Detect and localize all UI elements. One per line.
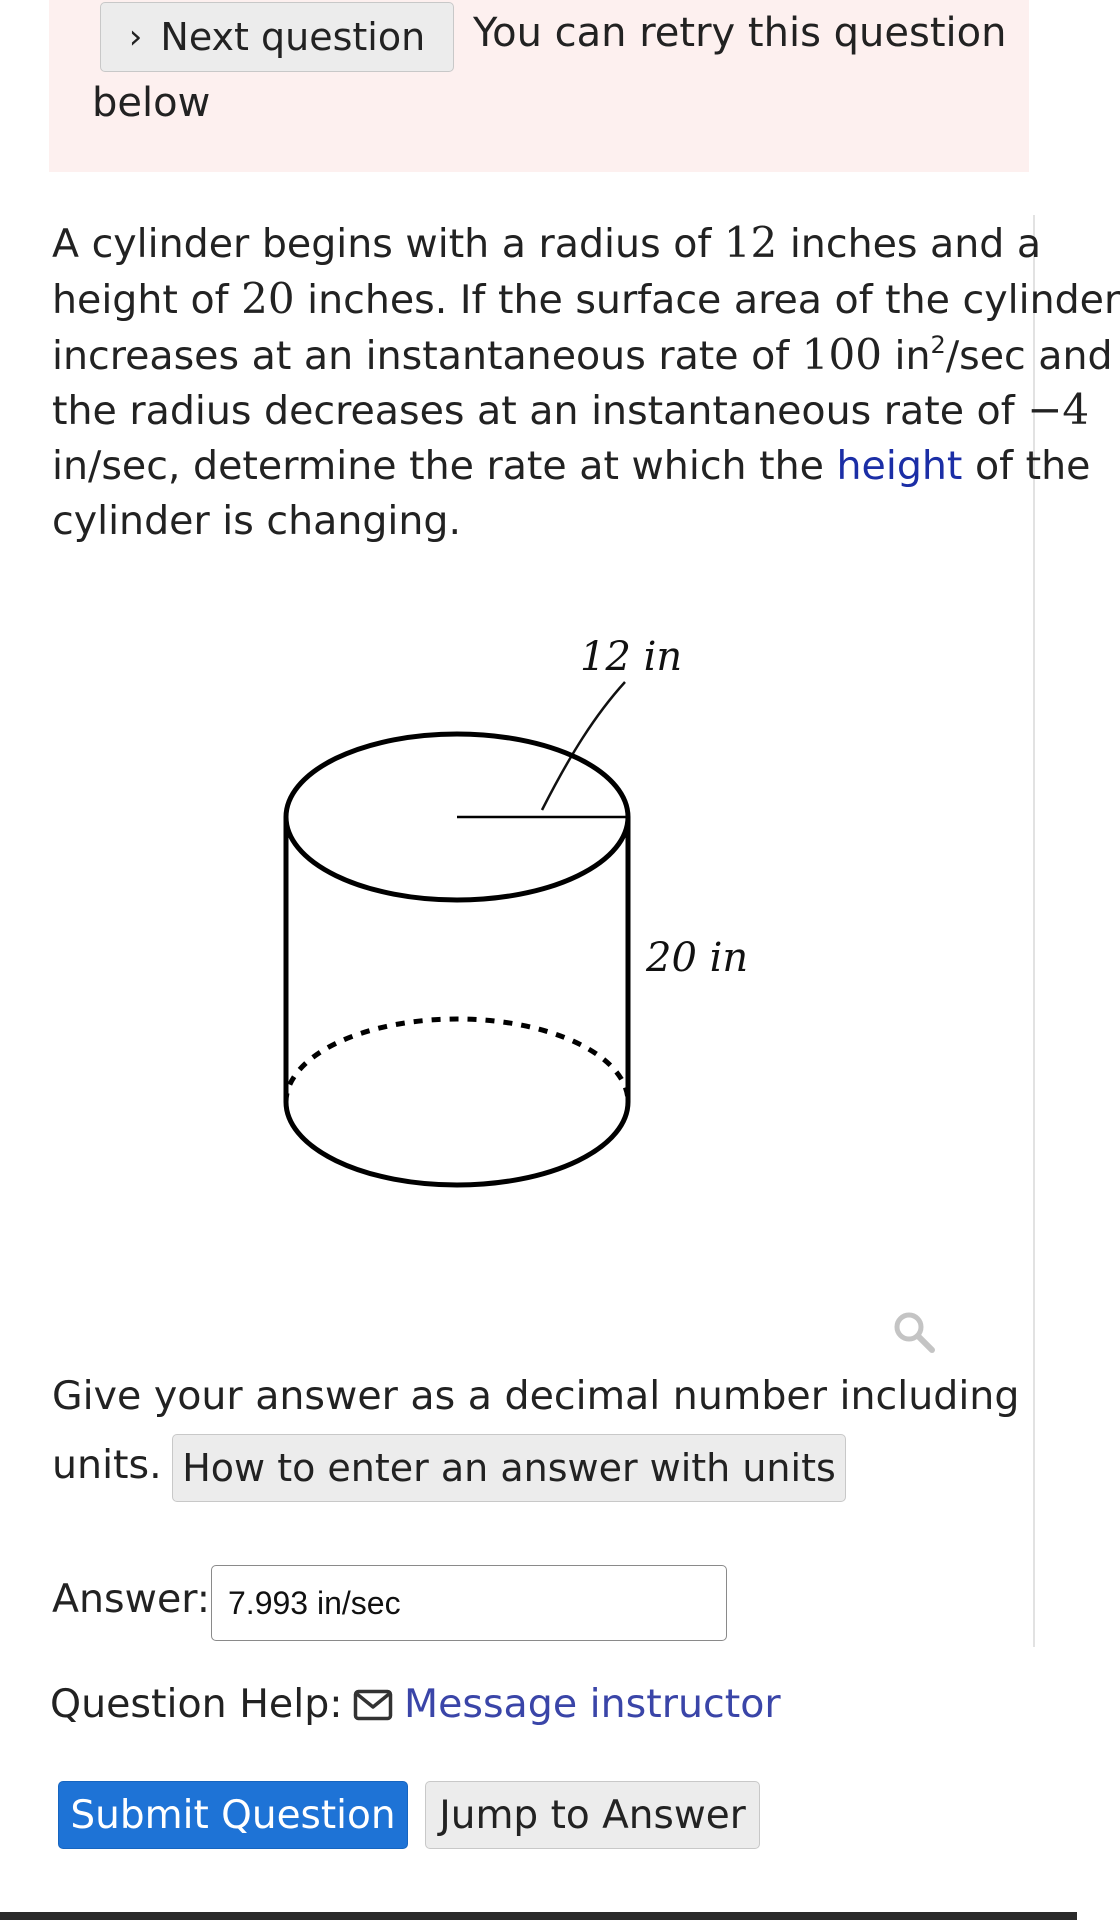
problem-text: increases at an instantaneous rate of xyxy=(52,332,802,379)
answer-input[interactable] xyxy=(211,1565,727,1641)
height-term: height xyxy=(836,443,963,490)
problem-text: cylinder is changing. xyxy=(52,497,462,544)
chevron-right-icon: › xyxy=(128,17,143,57)
problem-line-4 xyxy=(52,383,1090,439)
retry-message-continued: below xyxy=(92,80,211,126)
problem-line-3 xyxy=(52,328,1113,384)
problem-text: the radius decreases at an instantaneous rate of xyxy=(52,388,1028,435)
retry-message: You can retry this question xyxy=(473,10,1007,56)
message-instructor-link[interactable]: Message instructor xyxy=(404,1681,781,1727)
problem-line-1 xyxy=(52,216,1042,272)
radius-rate-value: −4 xyxy=(1027,385,1090,435)
bottom-bar xyxy=(0,1912,1077,1920)
problem-text: height of xyxy=(52,276,242,323)
magnify-icon[interactable] xyxy=(890,1308,940,1358)
problem-text: in xyxy=(881,332,931,379)
radius-label: 12 in xyxy=(580,634,683,680)
problem-text: /sec and xyxy=(945,332,1113,379)
answer-label: Answer: xyxy=(52,1576,211,1622)
problem-text: A cylinder begins with a radius of xyxy=(52,221,724,267)
height-label: 20 in xyxy=(646,935,749,981)
problem-text: in/sec, determine the rate at which the xyxy=(52,443,837,490)
problem-statement xyxy=(52,216,1120,549)
cylinder-bottom-edge xyxy=(286,1102,628,1185)
answer-instructions-continued: units. xyxy=(52,1442,162,1488)
next-question-button[interactable] xyxy=(100,2,454,72)
radius-value: 12 xyxy=(723,218,778,267)
height-value: 20 xyxy=(241,273,295,323)
cylinder-figure xyxy=(270,620,770,1200)
area-rate-value: 100 xyxy=(801,329,882,379)
submit-question-button[interactable]: Submit Question xyxy=(58,1781,408,1849)
problem-text: of the xyxy=(962,443,1091,490)
cylinder-bottom-hidden-edge xyxy=(286,1019,628,1102)
exponent: 2 xyxy=(930,330,946,359)
jump-to-answer-button[interactable]: Jump to Answer xyxy=(425,1781,760,1849)
problem-text: inches and a xyxy=(777,221,1042,267)
answer-instructions: Give your answer as a decimal number including xyxy=(52,1373,1020,1419)
problem-text: inches. If the surface area of the cylinder xyxy=(294,276,1120,323)
problem-line-5 xyxy=(52,439,1091,494)
mail-icon[interactable] xyxy=(353,1689,393,1721)
units-help-button[interactable]: How to enter an answer with units xyxy=(172,1434,846,1502)
next-question-label: Next question xyxy=(160,15,426,59)
problem-line-2 xyxy=(52,272,1120,328)
problem-line-6 xyxy=(52,494,1032,549)
radius-leader-line xyxy=(542,682,625,810)
question-help-label: Question Help: xyxy=(50,1681,343,1727)
